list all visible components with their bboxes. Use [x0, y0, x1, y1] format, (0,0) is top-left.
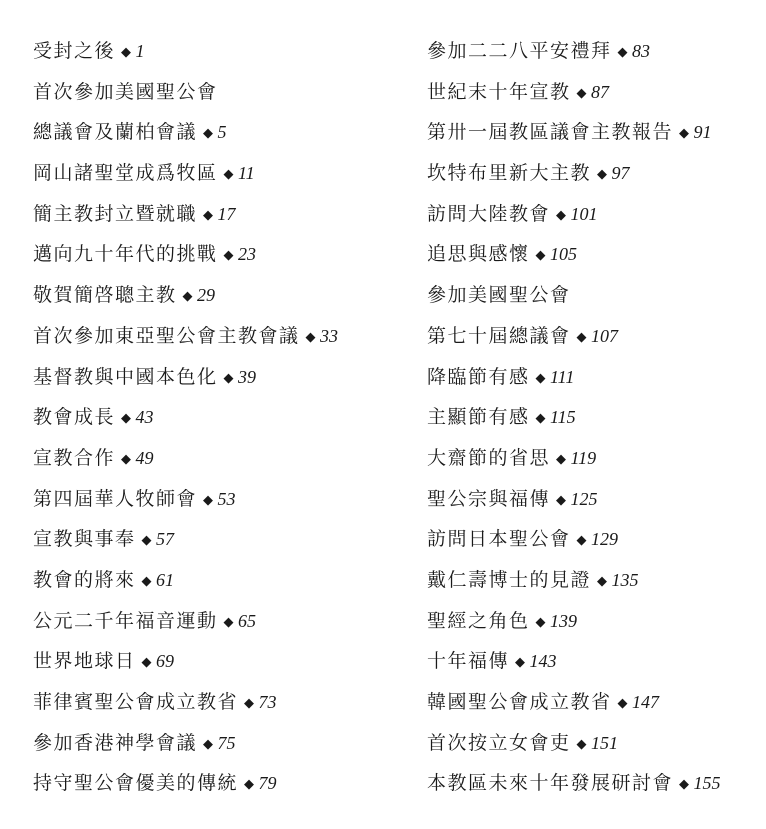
- toc-entry-page-number: 105: [550, 244, 578, 265]
- diamond-bullet-icon: ◆: [203, 492, 215, 508]
- toc-entry-title: 追思與感懷: [427, 243, 530, 266]
- toc-entry-page-number: 43: [135, 407, 154, 428]
- toc-entry: [427, 234, 762, 275]
- toc-entry: [427, 560, 762, 601]
- toc-entry-title: 岡山諸聖堂成爲牧區: [33, 162, 218, 185]
- diamond-bullet-icon: ◆: [203, 736, 215, 752]
- toc-entry-page-number: 115: [550, 407, 576, 428]
- toc-entry-page-number: 129: [591, 529, 619, 550]
- toc-entry-title: 參加香港神學會議: [33, 731, 198, 754]
- toc-entry: [33, 112, 393, 153]
- diamond-bullet-icon: ◆: [223, 370, 236, 386]
- toc-entry: [33, 763, 393, 804]
- diamond-bullet-icon: ◆: [556, 492, 568, 508]
- toc-entry: [33, 438, 393, 479]
- toc-entry-page-number: 147: [632, 692, 660, 712]
- toc-entry-title: 公元二千年福音運動: [33, 609, 218, 632]
- toc-entry: [33, 316, 393, 357]
- toc-entry-title: 第四屆華人牧師會: [33, 487, 198, 510]
- toc-entry-title: 十年福傳: [427, 650, 510, 673]
- diamond-bullet-icon: ◆: [141, 533, 154, 549]
- toc-entry-title: 降臨節有感: [427, 365, 530, 388]
- toc-entry: [33, 31, 393, 72]
- toc-entry: [427, 438, 762, 479]
- toc-entry-title: 訪問大陸教會: [427, 202, 551, 225]
- toc-entry-title: 總議會及蘭柏會議: [33, 121, 198, 144]
- toc-entry-title: 參加二二八平安禮拜: [427, 40, 612, 62]
- toc-entry: [427, 275, 762, 316]
- toc-entry-title: 菲律賓聖公會成立教省: [33, 691, 239, 713]
- diamond-bullet-icon: ◆: [244, 696, 256, 711]
- toc-entry-title: 韓國聖公會成立教省: [427, 691, 612, 713]
- toc-entry: [33, 234, 393, 275]
- diamond-bullet-icon: ◆: [576, 329, 589, 345]
- toc-entry: [427, 316, 762, 357]
- toc-entry-page-number: 79: [258, 773, 277, 794]
- diamond-bullet-icon: ◆: [679, 126, 691, 142]
- toc-entry-title: 首次按立女會吏: [427, 731, 571, 754]
- diamond-bullet-icon: ◆: [556, 207, 568, 223]
- toc-entry: [427, 723, 762, 764]
- toc-entry: [427, 194, 762, 235]
- toc-entry: [427, 112, 762, 153]
- toc-entry-page-number: 53: [217, 488, 236, 509]
- toc-entry-page-number: 97: [611, 163, 630, 184]
- toc-entry: [33, 275, 393, 316]
- toc-entry: [427, 153, 762, 194]
- toc-entry-title: 訪問日本聖公會: [427, 528, 571, 551]
- toc-entry-title: 首次參加東亞聖公會主教會議: [33, 324, 300, 347]
- diamond-bullet-icon: ◆: [305, 329, 318, 345]
- diamond-bullet-icon: ◆: [535, 248, 548, 264]
- toc-entry-title: 受封之後: [33, 40, 116, 62]
- toc-entry-title: 教會的將來: [33, 568, 136, 591]
- toc-entry: [427, 682, 762, 723]
- toc-entry-title: 世界地球日: [33, 650, 136, 673]
- toc-entry-page-number: 101: [570, 203, 598, 224]
- diamond-bullet-icon: ◆: [223, 614, 236, 630]
- toc-entry-title: 宣教合作: [33, 446, 116, 469]
- toc-entry-page-number: 91: [693, 122, 712, 143]
- toc-entry-title: 宣教與事奉: [33, 528, 136, 551]
- toc-entry: [427, 357, 762, 398]
- toc-entry-title: 邁向九十年代的挑戰: [33, 243, 218, 266]
- toc-entry-page-number: 23: [238, 244, 257, 265]
- toc-entry: [427, 479, 762, 520]
- diamond-bullet-icon: ◆: [121, 451, 133, 467]
- diamond-bullet-icon: ◆: [121, 411, 133, 427]
- diamond-bullet-icon: ◆: [597, 573, 609, 589]
- toc-entry-page-number: 135: [611, 569, 639, 590]
- diamond-bullet-icon: ◆: [182, 289, 195, 305]
- toc-entry-title: 坎特布里新大主教: [427, 162, 592, 185]
- toc-entry: [33, 682, 393, 723]
- toc-entry: [427, 72, 762, 113]
- toc-entry-title: 簡主教封立暨就職: [33, 202, 198, 225]
- diamond-bullet-icon: ◆: [679, 777, 691, 793]
- diamond-bullet-icon: ◆: [576, 736, 589, 752]
- toc-entry-page-number: 49: [135, 447, 154, 468]
- toc-entry-page-number: 73: [258, 692, 277, 712]
- toc-entry-page-number: 151: [591, 732, 619, 753]
- toc-entry: [33, 560, 393, 601]
- toc-entry: [427, 601, 762, 642]
- toc-entry-page-number: 125: [570, 488, 598, 509]
- toc-entry-page-number: 57: [156, 529, 175, 550]
- diamond-bullet-icon: ◆: [244, 777, 256, 793]
- toc-entry-title: 主顯節有感: [427, 406, 530, 429]
- toc-entry: [33, 397, 393, 438]
- toc-entry-title: 本教區未來十年發展研討會: [427, 772, 674, 795]
- toc-entry-title: 戴仁壽博士的見證: [427, 568, 592, 591]
- diamond-bullet-icon: ◆: [597, 167, 609, 183]
- toc-entry-page-number: 75: [217, 732, 236, 753]
- toc-entry-page-number: 17: [217, 203, 236, 224]
- toc-entry-title: 大齋節的省思: [427, 446, 551, 469]
- diamond-bullet-icon: ◆: [515, 655, 527, 671]
- toc-entry-title: 教會成長: [33, 406, 116, 429]
- diamond-bullet-icon: ◆: [223, 248, 236, 264]
- toc-entry-title: 持守聖公會優美的傳統: [33, 772, 239, 795]
- toc-entry-title: 敬賀簡啓聰主教: [33, 284, 177, 307]
- toc-entry-page-number: 69: [156, 651, 175, 672]
- toc-left-column: [33, 31, 393, 804]
- toc-entry: [33, 72, 393, 113]
- toc-entry-page-number: 111: [550, 366, 575, 387]
- diamond-bullet-icon: ◆: [203, 126, 215, 142]
- diamond-bullet-icon: ◆: [617, 45, 630, 60]
- toc-entry-title: 第卅一屆教區議會主教報告: [427, 121, 674, 144]
- diamond-bullet-icon: ◆: [141, 573, 154, 589]
- toc-entry: [33, 641, 393, 682]
- diamond-bullet-icon: ◆: [535, 614, 548, 630]
- diamond-bullet-icon: ◆: [121, 45, 133, 60]
- toc-entry: [33, 153, 393, 194]
- toc-entry: [33, 601, 393, 642]
- toc-entry: [427, 397, 762, 438]
- toc-entry-page-number: 155: [693, 773, 721, 794]
- toc-entry: [33, 357, 393, 398]
- diamond-bullet-icon: ◆: [576, 533, 589, 549]
- toc-entry-page-number: 1: [135, 41, 145, 61]
- toc-entry: [33, 479, 393, 520]
- toc-right-column: [427, 31, 762, 804]
- toc-entry-title: 聖經之角色: [427, 609, 530, 632]
- toc-entry-page-number: 61: [156, 569, 175, 590]
- diamond-bullet-icon: ◆: [141, 655, 154, 671]
- toc-entry: [427, 519, 762, 560]
- toc-entry-page-number: 83: [632, 41, 651, 61]
- toc-entry-title: 基督教與中國本色化: [33, 365, 218, 388]
- toc-entry-page-number: 29: [197, 285, 216, 306]
- toc-entry-page-number: 143: [529, 651, 557, 672]
- toc-entry-title: 參加美國聖公會: [427, 284, 571, 307]
- diamond-bullet-icon: ◆: [556, 451, 568, 467]
- toc-entry: [427, 763, 762, 804]
- toc-entry-page-number: 87: [591, 81, 610, 102]
- toc-entry: [33, 194, 393, 235]
- toc-entry-page-number: 11: [238, 163, 255, 184]
- toc-entry: [33, 519, 393, 560]
- diamond-bullet-icon: ◆: [576, 85, 589, 101]
- diamond-bullet-icon: ◆: [617, 696, 630, 711]
- toc-entry-title: 首次參加美國聖公會: [33, 80, 218, 103]
- toc-entry-title: 世紀末十年宣教: [427, 80, 571, 103]
- diamond-bullet-icon: ◆: [535, 411, 548, 427]
- toc-entry-page-number: 33: [320, 325, 339, 346]
- toc-entry-title: 聖公宗與福傳: [427, 487, 551, 510]
- toc-entry-page-number: 119: [570, 447, 597, 468]
- toc-entry-page-number: 5: [217, 122, 227, 143]
- toc-entry-page-number: 65: [238, 610, 257, 631]
- toc-entry-page-number: 139: [550, 610, 578, 631]
- diamond-bullet-icon: ◆: [203, 207, 215, 223]
- toc-entry-page-number: 107: [591, 325, 619, 346]
- toc-entry: [33, 723, 393, 764]
- toc-entry-page-number: 39: [238, 366, 257, 387]
- diamond-bullet-icon: ◆: [223, 167, 236, 183]
- diamond-bullet-icon: ◆: [535, 370, 548, 386]
- toc-entry: [427, 31, 762, 72]
- toc-entry: [427, 641, 762, 682]
- toc-entry-title: 第七十屆總議會: [427, 324, 571, 347]
